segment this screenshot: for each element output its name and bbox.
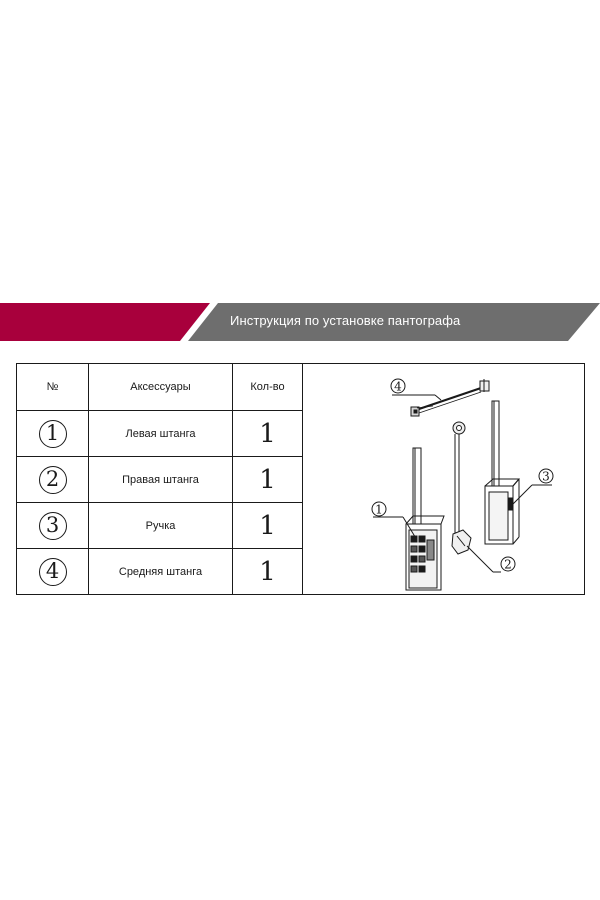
row-number-badge: 4	[39, 558, 67, 586]
callout-3	[467, 546, 515, 572]
item-name-cell: Средняя штанга	[89, 549, 233, 595]
item-quantity-cell: 1	[233, 503, 303, 549]
column-header-number: №	[17, 364, 89, 411]
callout-4-label: 4	[394, 379, 402, 394]
right-rod-drawing	[485, 401, 519, 544]
page-title: Инструкция по установке пантографа	[230, 313, 461, 328]
banner-accent-shape	[0, 303, 210, 341]
item-quantity-cell: 1	[233, 457, 303, 503]
pantograph-parts-diagram	[303, 364, 585, 595]
row-number-cell	[17, 503, 89, 549]
callout-4	[391, 379, 441, 400]
callout-3-label: 2	[504, 557, 512, 572]
item-quantity-cell: 1	[233, 549, 303, 595]
callout-2	[511, 469, 553, 506]
row-number-cell	[17, 457, 89, 503]
item-name-cell: Левая штанга	[89, 411, 233, 457]
column-header-accessories: Аксессуары	[89, 364, 233, 411]
row-number-badge: 1	[39, 420, 67, 448]
parts-table	[16, 363, 585, 595]
row-number-badge: 2	[39, 466, 67, 494]
row-number-cell	[17, 549, 89, 595]
left-rod-drawing	[406, 448, 444, 590]
callout-2-label: 3	[542, 469, 550, 484]
row-number-badge: 3	[39, 512, 67, 540]
item-name-cell: Правая штанга	[89, 457, 233, 503]
column-header-quantity: Кол-во	[233, 364, 303, 411]
header-banner	[0, 303, 600, 341]
callout-1-label: 1	[375, 502, 383, 517]
parts-diagram-cell	[303, 364, 585, 595]
row-number-cell	[17, 411, 89, 457]
handle-drawing	[452, 422, 471, 554]
item-quantity-cell: 1	[233, 411, 303, 457]
item-name-cell: Ручка	[89, 503, 233, 549]
table-header-row	[17, 364, 585, 411]
middle-rod-drawing	[411, 379, 489, 416]
